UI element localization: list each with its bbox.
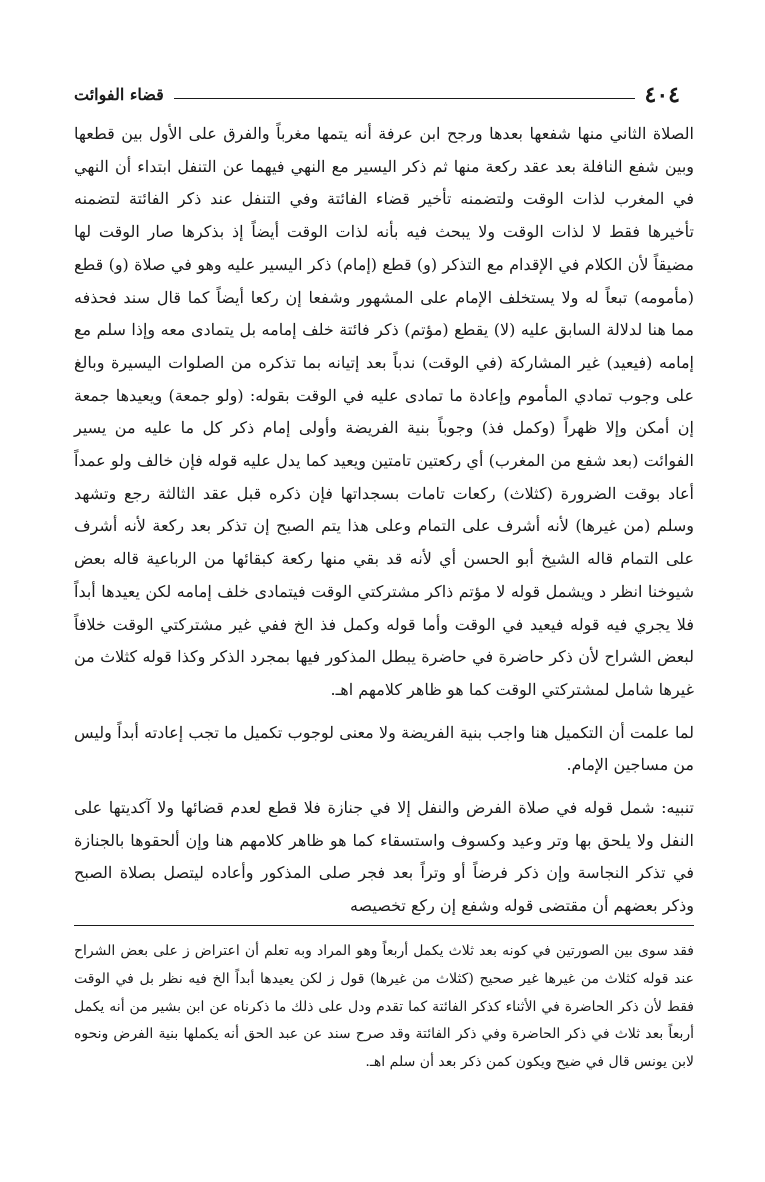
header-rule: [174, 98, 635, 99]
paragraph-2: لما علمت أن التكميل هنا واجب بنية الفريضة ولا معنى لوجوب تكميل ما تجب إعادته أبداً وليس من مساجين الإمام.: [74, 722, 694, 775]
footnote-divider: [74, 925, 694, 926]
paragraph-1: الصلاة الثاني منها شفعها بعدها ورجح ابن عرفة أنه يتمها مغرباً والفرق على الأول بين قطعها وبين شفع النافلة بعد عقد ركعة منها ثم ذكر اليسير مع النهي فيهما عن التنفل ابتداء أن النهي في المغرب لذات الوقت ولتضمنه تأخير قضاء الفائتة وفي التنفل عند ذكر الفائتة لتضمنه تأخيرها فقط لا لذات الوقت ولا يبحث فيه بأنه لذات الوقت أيضاً إذ بذكرها صار الوقت لها مضيقاً لأن الكلام في الإقدام مع التذكر (و) قطع (إمام) ذكر اليسير عليه وهو في صلاة (و) قطع (مأمومه) تبعاً له ولا يستخلف الإمام على المشهور وشفعا إن ركعا أيضاً كما قال سند فحذفه مما هنا لدلالة السابق عليه (لا) يقطع (مؤتم) ذكر فائتة خلف إمامه بل يتمادى معه وإذا سلم مع إمامه (فيعيد) غير المشاركة (في الوقت) ندباً بعد إتيانه بما تذكره من الصلوات اليسيرة وبالغ على وجوب تمادي المأموم وإعادة ما تمادى عليه في الوقت بقوله: (ولو جمعة) ويعيدها جمعة إن أمكن وإلا ظهراً (وكمل فذ) وجوباً بنية الفريضة وأولى إمام ذكر كل ما عليه من يسير الفوائت (بعد شفع من المغرب) أي ركعتين تامتين ويعيد كما يدل عليه قوله فإن خالف ولو عمداً أعاد بوقت الضرورة (كثلاث) ركعات تامات بسجداتها فإن ذكره قبل عقد الثالثة رجع وتشهد وسلم (من غيرها) لأنه أشرف على التمام وعلى هذا يتم الصبح إن تذكر بعد ركعة لأنه أشرف على التمام قاله الشيخ أبو الحسن أي لأنه قد بقي منها ركعة كبقائها من الرباعية قاله بعض شيوخنا انظر د ويشمل قوله لا مؤتم ذاكر مشتركتي الوقت فيتمادى خلف إمامه لكن يعيدها أبداً فلا يجري فيه قوله فيعيد في الوقت وأما قوله وكمل فذ الخ ففي غير مشتركتي الوقت خلافاً لبعض الشراح لأن ذكر حاضرة في حاضرة يبطل المذكور فيها بمجرد الذكر وكذا قوله كثلاث من غيرها شامل لمشتركتي الوقت كما هو ظاهر كلامهم اهـ.: [74, 124, 695, 699]
paragraph-3: تنبيه: شمل قوله في صلاة الفرض والنفل إلا في جنازة فلا قطع لعدم قضائها ولا آكديتها على النفل ولا يلحق بها وتر وعيد وكسوف واستسقاء كما هو ظاهر كلامهم هنا وإن ألحقوها بالجنازة في تذكر النجاسة وإن ذكر فرضاً أو وتراً بعد فجر صلى المذكور وأعاده ليتصل بصلاة الصبح وذكر بعضهم أن مقتضى قوله وشفع إن ركع تخصيصه: [74, 798, 694, 916]
main-text: [74, 118, 694, 923]
footnote: [74, 938, 694, 1077]
footnote-text: فقد سوى بين الصورتين في كونه بعد ثلاث يكمل أربعاً وهو المراد وبه تعلم أن اعتراض ز على بعض الشراح عند قوله كثلاث من غيرها غير صحيح (كثلاث من غيرها) قول ز لكن يعيدها أبداً الخ فيه نظر بل في الوقت فقط لأن ذكر الحاضرة في الأثناء كذكر الفائتة كما تقدم ودل على ذلك ما ذكرناه عن ابن بشير من أنه يكمل أربعاً بعد ثلاث في ذكر الحاضرة وفي ذكر الفائتة وقد صرح سند عن عبد الحق أنه يكملها بنية الفرض ونحوه لابن يونس قال في ضيح ويكون كمن ذكر بعد أن سلم اهـ.: [74, 943, 694, 1071]
chapter-title: قضاء الفوائت: [74, 85, 164, 104]
page-number: ٤٠٤: [644, 82, 680, 108]
running-header: [74, 76, 680, 108]
